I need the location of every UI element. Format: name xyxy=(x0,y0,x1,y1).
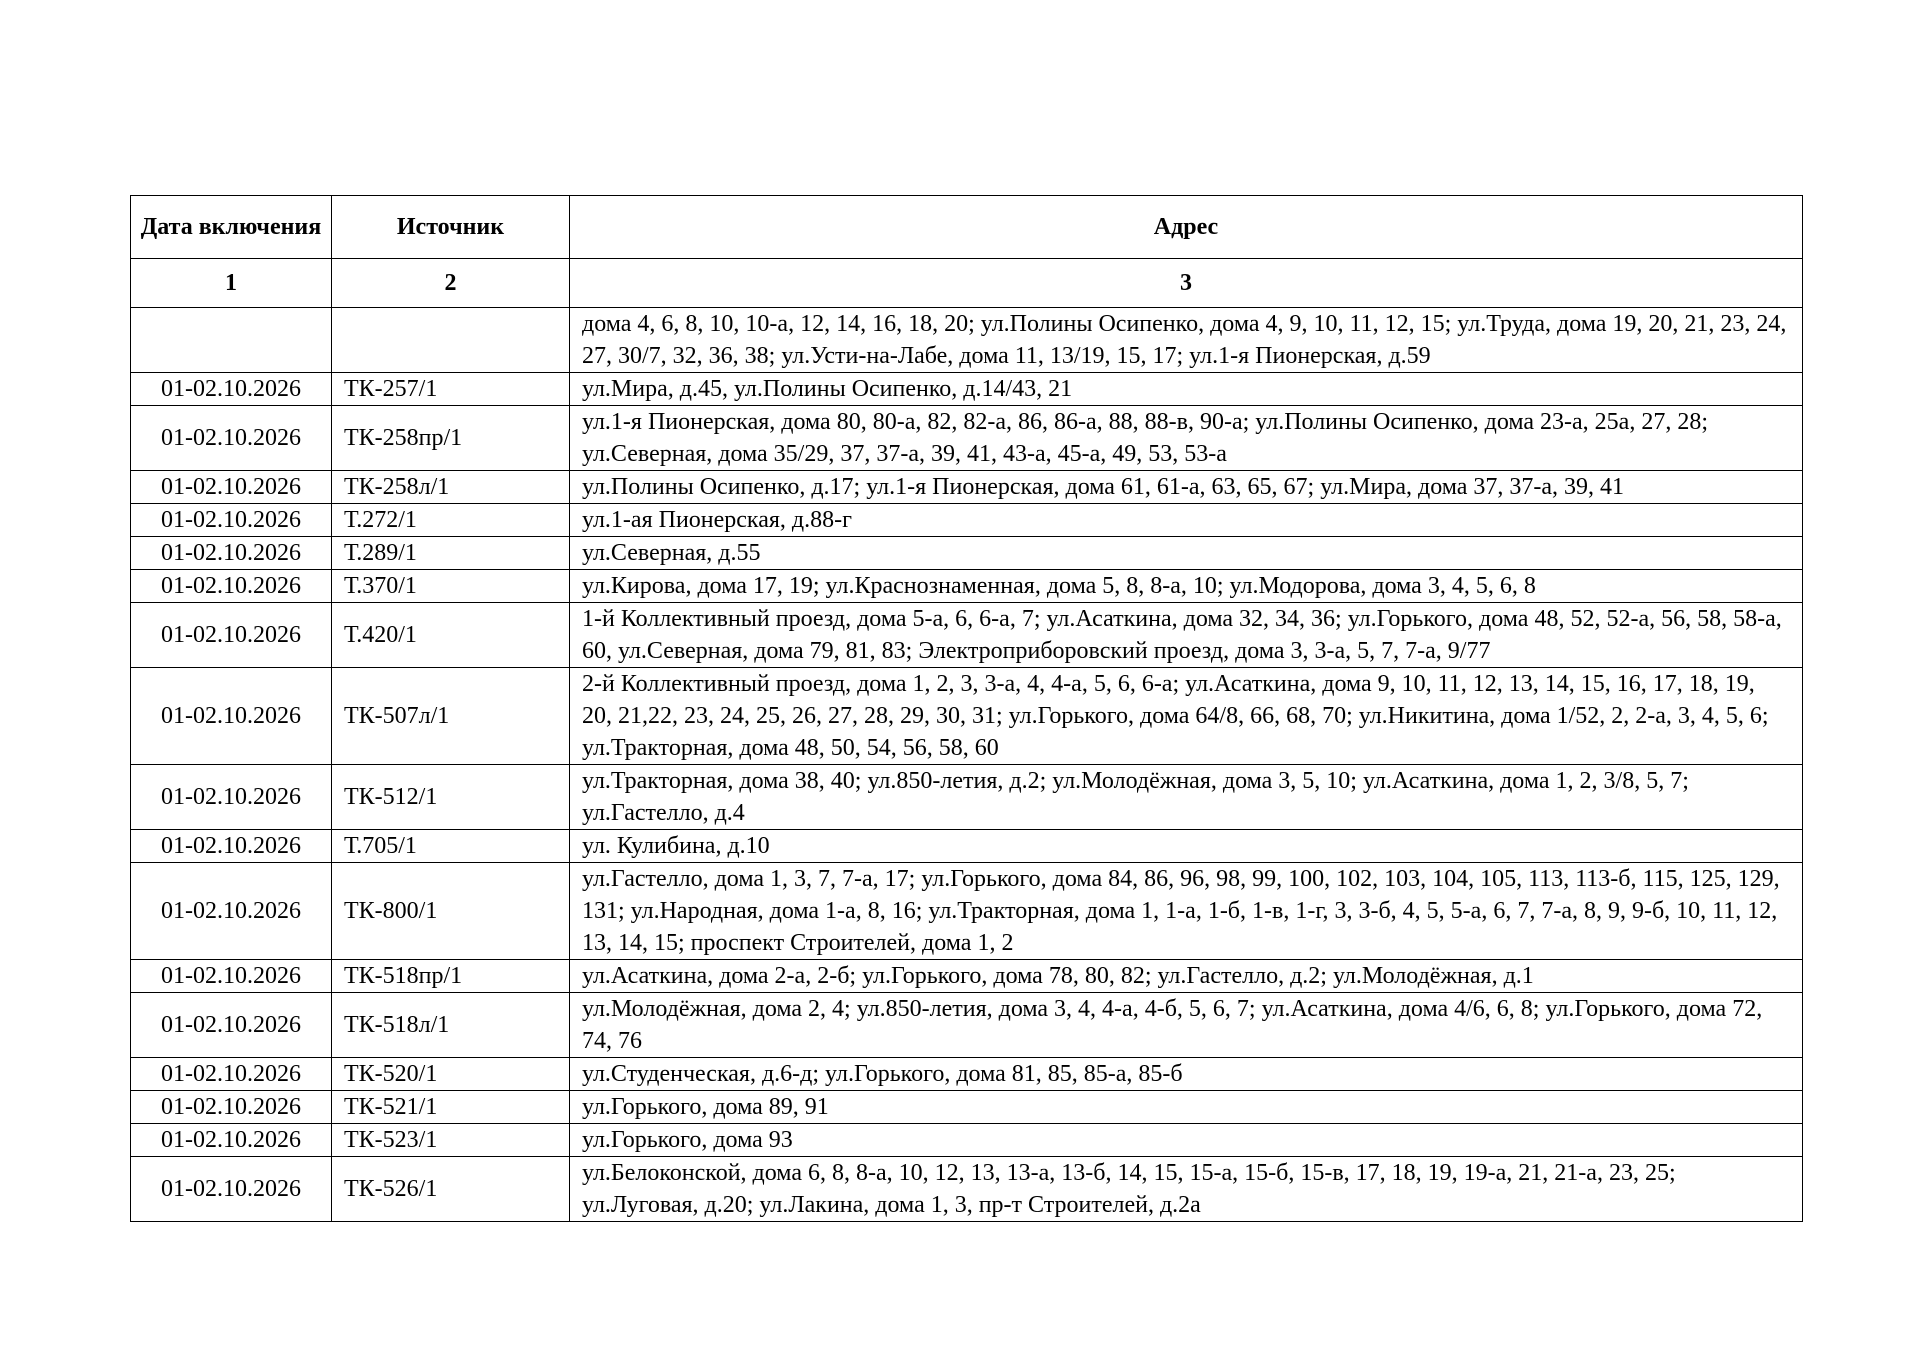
row-date: 01-02.10.2026 xyxy=(131,537,332,570)
row-date: 01-02.10.2026 xyxy=(131,603,332,668)
table-row xyxy=(131,406,1803,471)
row-date: 01-02.10.2026 xyxy=(131,1058,332,1091)
header-date: Дата включения xyxy=(131,196,332,259)
row-source: ТК-518пр/1 xyxy=(332,960,570,993)
table-row xyxy=(131,504,1803,537)
table-row xyxy=(131,765,1803,830)
row-date: 01-02.10.2026 xyxy=(131,504,332,537)
row-source: Т.289/1 xyxy=(332,537,570,570)
row-address: ул.Асаткина, дома 2-а, 2-б; ул.Горького, дома 78, 80, 82; ул.Гастелло, д.2; ул.Молодёжная, д.1 xyxy=(570,960,1803,993)
row-address: дома 4, 6, 8, 10, 10-а, 12, 14, 16, 18, 20; ул.Полины Осипенко, дома 4, 9, 10, 11, 12, 15; ул.Труда, дома 19, 20, 21, 23, 24, 27, 30/7, 32, 36, 38; ул.Усти-на-Лабе, дома 11, 13/19, 15, 17; ул.1-я Пионерская, д.59 xyxy=(570,308,1803,373)
header-address: Адрес xyxy=(570,196,1803,259)
column-number-2: 2 xyxy=(332,259,570,308)
row-address: ул.1-я Пионерская, дома 80, 80-а, 82, 82-а, 86, 86-а, 88, 88-в, 90-а; ул.Полины Осипенко, дома 23-а, 25а, 27, 28; ул.Северная, дома 35/29, 37, 37-а, 39, 41, 43-а, 45-а, 49, 53, 53-а xyxy=(570,406,1803,471)
row-date xyxy=(131,308,332,373)
row-date: 01-02.10.2026 xyxy=(131,1124,332,1157)
row-date: 01-02.10.2026 xyxy=(131,830,332,863)
row-address: ул.Горького, дома 89, 91 xyxy=(570,1091,1803,1124)
table-header-row xyxy=(131,196,1803,259)
row-address: ул.Тракторная, дома 38, 40; ул.850-летия, д.2; ул.Молодёжная, дома 3, 5, 10; ул.Асаткина, дома 1, 2, 3/8, 5, 7; ул.Гастелло, д.4 xyxy=(570,765,1803,830)
table-row xyxy=(131,993,1803,1058)
row-source: ТК-512/1 xyxy=(332,765,570,830)
row-date: 01-02.10.2026 xyxy=(131,406,332,471)
outage-schedule-table xyxy=(130,195,1803,1222)
row-source xyxy=(332,308,570,373)
row-address: 2-й Коллективный проезд, дома 1, 2, 3, 3-а, 4, 4-а, 5, 6, 6-а; ул.Асаткина, дома 9, 10, 11, 12, 13, 14, 15, 16, 17, 18, 19, 20, 21,22, 23, 24, 25, 26, 27, 28, 29, 30, 31; ул.Горького, дома 64/8, 66, 68, 70; ул.Никитина, дома 1/52, 2, 2-а, 3, 4, 5, 6; ул.Тракторная, дома 48, 50, 54, 56, 58, 60 xyxy=(570,668,1803,765)
table-row xyxy=(131,863,1803,960)
row-date: 01-02.10.2026 xyxy=(131,373,332,406)
table-row xyxy=(131,603,1803,668)
row-source: ТК-800/1 xyxy=(332,863,570,960)
row-source: ТК-258пр/1 xyxy=(332,406,570,471)
row-source: ТК-523/1 xyxy=(332,1124,570,1157)
table-row xyxy=(131,830,1803,863)
column-number-1: 1 xyxy=(131,259,332,308)
table-row xyxy=(131,1124,1803,1157)
row-date: 01-02.10.2026 xyxy=(131,765,332,830)
row-address: 1-й Коллективный проезд, дома 5-а, 6, 6-а, 7; ул.Асаткина, дома 32, 34, 36; ул.Горького, дома 48, 52, 52-а, 56, 58, 58-а, 60, ул.Северная, дома 79, 81, 83; Электроприборовский проезд, дома 3, 3-а, 5, 7, 7-а, 9/77 xyxy=(570,603,1803,668)
row-address: ул.Горького, дома 93 xyxy=(570,1124,1803,1157)
table-row xyxy=(131,570,1803,603)
row-date: 01-02.10.2026 xyxy=(131,668,332,765)
row-address: ул.Мира, д.45, ул.Полины Осипенко, д.14/43, 21 xyxy=(570,373,1803,406)
row-date: 01-02.10.2026 xyxy=(131,471,332,504)
row-address: ул.Кирова, дома 17, 19; ул.Краснознаменная, дома 5, 8, 8-а, 10; ул.Модорова, дома 3, 4, 5, 6, 8 xyxy=(570,570,1803,603)
row-source: Т.420/1 xyxy=(332,603,570,668)
row-date: 01-02.10.2026 xyxy=(131,993,332,1058)
table-row xyxy=(131,471,1803,504)
row-date: 01-02.10.2026 xyxy=(131,1157,332,1222)
row-source: Т.272/1 xyxy=(332,504,570,537)
row-date: 01-02.10.2026 xyxy=(131,570,332,603)
row-source: ТК-507л/1 xyxy=(332,668,570,765)
row-source: ТК-257/1 xyxy=(332,373,570,406)
table-row xyxy=(131,308,1803,373)
row-address: ул.1-ая Пионерская, д.88-г xyxy=(570,504,1803,537)
row-address: ул.Белоконской, дома 6, 8, 8-а, 10, 12, 13, 13-а, 13-б, 14, 15, 15-а, 15-б, 15-в, 17, 18, 19, 19-а, 21, 21-а, 23, 25; ул.Луговая, д.20; ул.Лакина, дома 1, 3, пр-т Строителей, д.2а xyxy=(570,1157,1803,1222)
row-date: 01-02.10.2026 xyxy=(131,1091,332,1124)
table-row xyxy=(131,1157,1803,1222)
row-address: ул.Полины Осипенко, д.17; ул.1-я Пионерская, дома 61, 61-а, 63, 65, 67; ул.Мира, дома 37, 37-а, 39, 41 xyxy=(570,471,1803,504)
table-row xyxy=(131,1091,1803,1124)
table-row xyxy=(131,668,1803,765)
table-body xyxy=(131,308,1803,1222)
row-date: 01-02.10.2026 xyxy=(131,863,332,960)
row-source: ТК-518л/1 xyxy=(332,993,570,1058)
row-source: Т.705/1 xyxy=(332,830,570,863)
table-row xyxy=(131,537,1803,570)
header-source: Источник xyxy=(332,196,570,259)
column-number-3: 3 xyxy=(570,259,1803,308)
row-address: ул.Молодёжная, дома 2, 4; ул.850-летия, дома 3, 4, 4-а, 4-б, 5, 6, 7; ул.Асаткина, дома 4/6, 6, 8; ул.Горького, дома 72, 74, 76 xyxy=(570,993,1803,1058)
row-address: ул.Северная, д.55 xyxy=(570,537,1803,570)
row-source: ТК-258л/1 xyxy=(332,471,570,504)
table-row xyxy=(131,1058,1803,1091)
row-source: ТК-520/1 xyxy=(332,1058,570,1091)
row-date: 01-02.10.2026 xyxy=(131,960,332,993)
table-row xyxy=(131,960,1803,993)
row-address: ул.Гастелло, дома 1, 3, 7, 7-а, 17; ул.Горького, дома 84, 86, 96, 98, 99, 100, 102, 103, 104, 105, 113, 113-б, 115, 125, 129, 131; ул.Народная, дома 1-а, 8, 16; ул.Тракторная, дома 1, 1-а, 1-б, 1-в, 1-г, 3, 3-б, 4, 5, 5-а, 6, 7, 7-а, 8, 9, 9-б, 10, 11, 12, 13, 14, 15; проспект Строителей, дома 1, 2 xyxy=(570,863,1803,960)
row-address: ул.Студенческая, д.6-д; ул.Горького, дома 81, 85, 85-а, 85-б xyxy=(570,1058,1803,1091)
document-page xyxy=(130,195,1802,1222)
row-source: ТК-526/1 xyxy=(332,1157,570,1222)
row-address: ул. Кулибина, д.10 xyxy=(570,830,1803,863)
row-source: ТК-521/1 xyxy=(332,1091,570,1124)
row-source: Т.370/1 xyxy=(332,570,570,603)
table-row xyxy=(131,373,1803,406)
column-number-row xyxy=(131,259,1803,308)
